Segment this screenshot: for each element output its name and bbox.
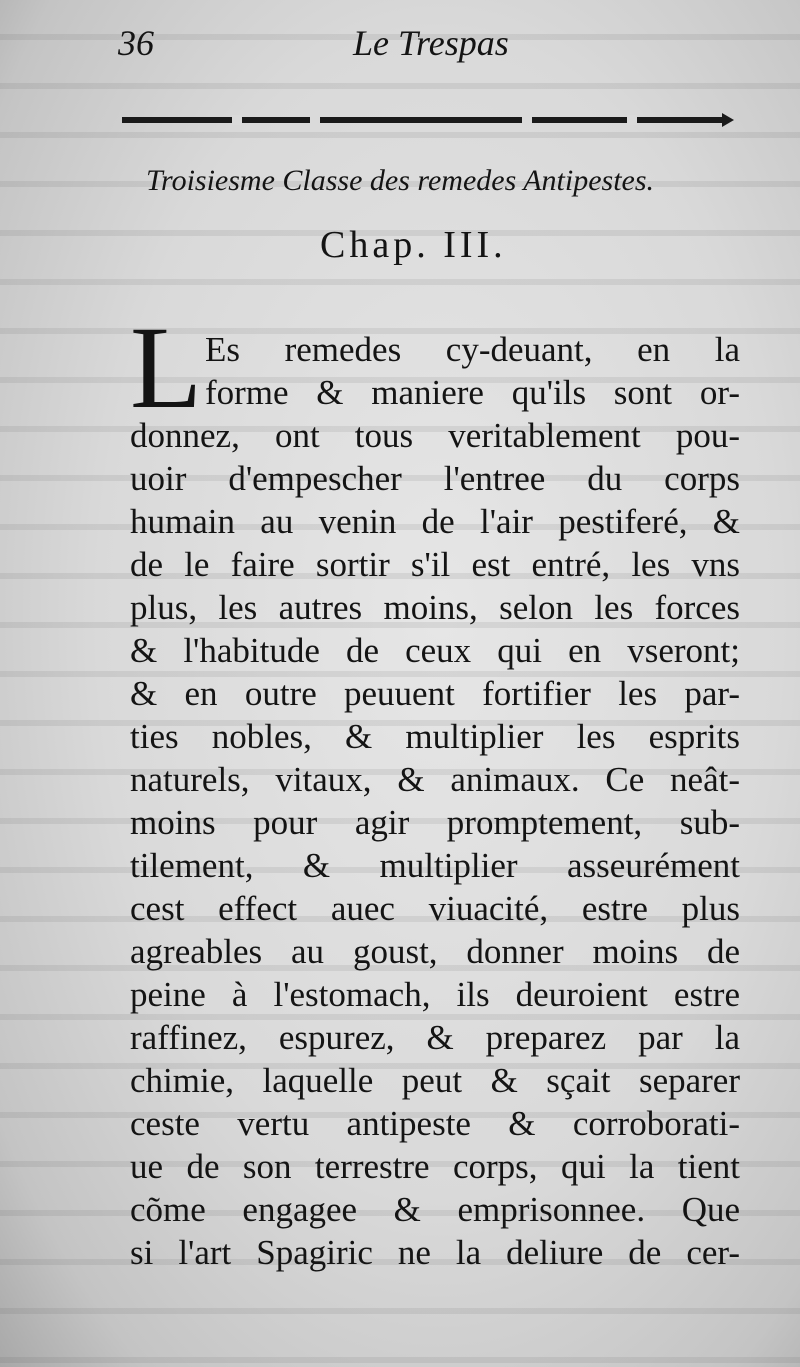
page-number: 36 xyxy=(118,23,154,63)
drop-cap: L xyxy=(130,302,203,433)
text-line: ceste vertu antipeste & corroborati- xyxy=(130,1104,740,1143)
text-line: chimie, laquelle peut & sçait separer xyxy=(130,1061,740,1100)
rule-gap xyxy=(522,115,532,125)
text-line: cest effect auec viuacité, estre plus xyxy=(130,889,740,928)
text-line: cõme engagee & emprisonnee. Que xyxy=(130,1190,740,1229)
text-line: si l'art Spagiric ne la deliure de cer- xyxy=(130,1233,740,1272)
text-line: donnez, ont tous veritablement pou- xyxy=(130,416,740,455)
section-heading: Troisiesme Classe des remedes Antipestes. xyxy=(146,164,655,197)
text-line: agreables au goust, donner moins de xyxy=(130,932,740,971)
rule-arrow-ornament xyxy=(722,113,734,127)
text-line: raffinez, espurez, & preparez par la xyxy=(130,1018,740,1057)
text-line: naturels, vitaux, & animaux. Ce neât- xyxy=(130,760,740,799)
text-line: uoir d'empescher l'entree du corps xyxy=(130,459,740,498)
chapter-heading: Chap. III. xyxy=(320,224,507,266)
text-line: ties nobles, & multiplier les esprits xyxy=(130,717,740,756)
rule-gap xyxy=(232,115,242,125)
running-title: Le Trespas xyxy=(353,23,509,63)
text-line: peine à l'estomach, ils deuroient estre xyxy=(130,975,740,1014)
text-line: & en outre peuuent fortifier les par- xyxy=(130,674,740,713)
rule-bar xyxy=(122,117,728,123)
text-line: tilement, & multiplier asseurément xyxy=(130,846,740,885)
text-line: plus, les autres moins, selon les forces xyxy=(130,588,740,627)
text-line: ue de son terrestre corps, qui la tient xyxy=(130,1147,740,1186)
rule-gap xyxy=(627,115,637,125)
text-line: & l'habitude de ceux qui en vseront; xyxy=(130,631,740,670)
text-line: moins pour agir promptement, sub- xyxy=(130,803,740,842)
text-line: humain au venin de l'air pestiferé, & xyxy=(130,502,740,541)
rule-gap xyxy=(310,115,320,125)
text-line: forme & maniere qu'ils sont or- xyxy=(205,373,740,412)
text-line: Es remedes cy-deuant, en la xyxy=(205,330,740,369)
running-head xyxy=(118,22,720,72)
header-rule xyxy=(122,113,728,129)
text-line: de le faire sortir s'il est entré, les vns xyxy=(130,545,740,584)
